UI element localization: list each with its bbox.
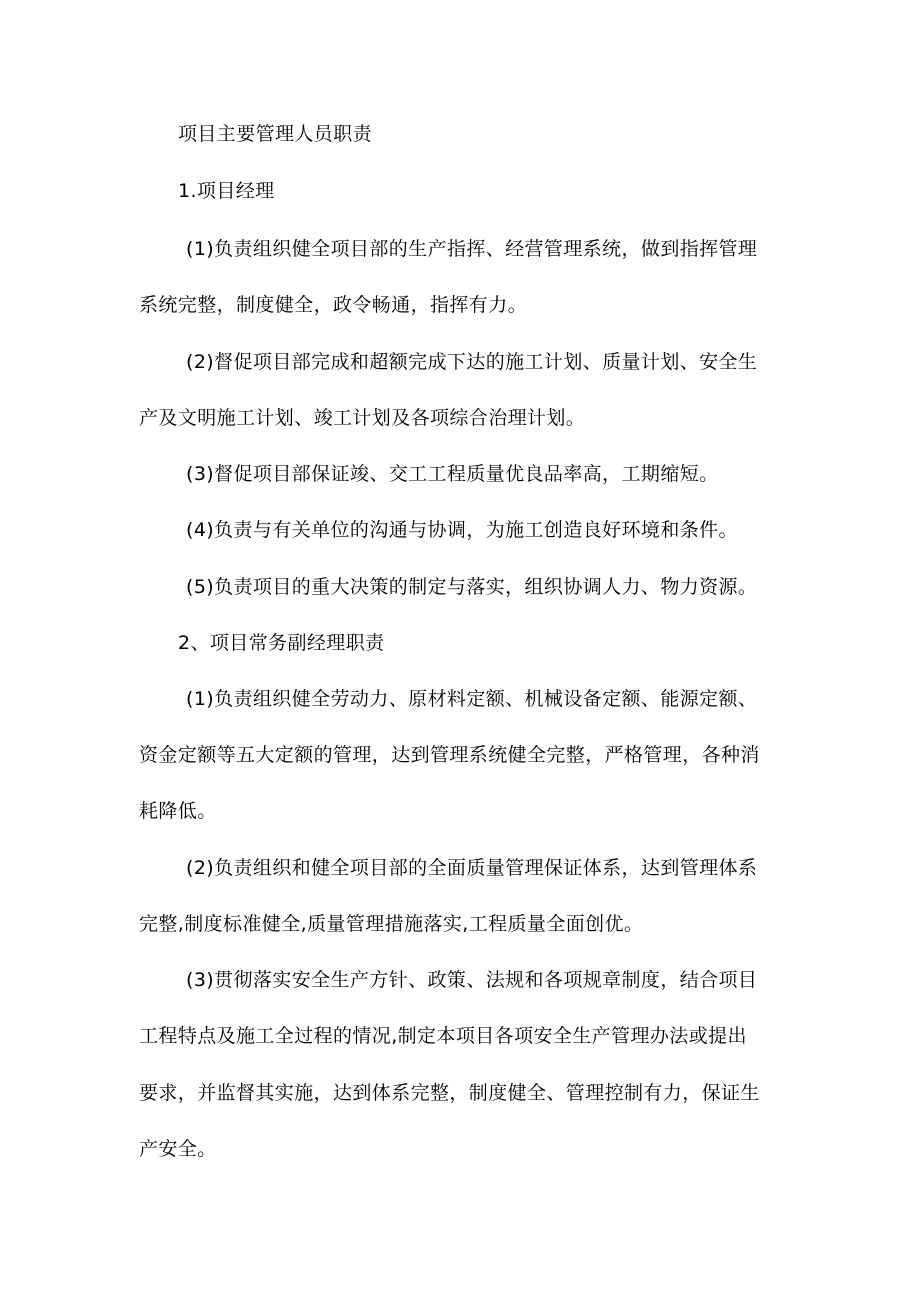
section-heading-deputy-manager: 2、项目常务副经理职责 [178, 632, 385, 654]
section-heading-project-manager: 1.项目经理 [178, 180, 275, 202]
paragraph-text: (5)负责项目的重大决策的制定与落实，组织协调人力、物力资源。 [186, 576, 758, 598]
paragraph-text: (1)负责组织健全项目部的生产指挥、经营管理系统，做到指挥管理 [186, 238, 758, 260]
paragraph-text: 资金定额等五大定额的管理，达到管理系统健全完整，严格管理，各种消 [139, 744, 760, 766]
paragraph-text: 产安全。 [139, 1138, 217, 1160]
paragraph-text: 完整,制度标准健全,质量管理措施落实,工程质量全面创优。 [139, 913, 644, 935]
paragraph-text: (4)负责与有关单位的沟通与协调，为施工创造良好环境和条件。 [186, 519, 738, 541]
document-title: 项目主要管理人员职责 [178, 123, 373, 145]
paragraph-text: (3)督促项目部保证竣、交工工程质量优良品率高，工期缩短。 [186, 463, 719, 485]
paragraph-text: 工程特点及施工全过程的情况,制定本项目各项安全生产管理办法或提出 [139, 1025, 747, 1047]
paragraph-text: (3)贯彻落实安全生产方针、政策、法规和各项规章制度，结合项目 [186, 969, 758, 991]
paragraph-text: (2)督促项目部完成和超额完成下达的施工计划、质量计划、安全生 [186, 351, 758, 373]
paragraph-text: 耗降低。 [139, 800, 217, 822]
paragraph-text: (2)负责组织和健全项目部的全面质量管理保证体系，达到管理体系 [186, 857, 758, 879]
paragraph-text: (1)负责组织健全劳动力、原材料定额、机械设备定额、能源定额、 [186, 688, 758, 710]
paragraph-text: 要求，并监督其实施，达到体系完整，制度健全、管理控制有力，保证生 [139, 1082, 760, 1104]
paragraph-text: 产及文明施工计划、竣工计划及各项综合治理计划。 [139, 407, 586, 429]
paragraph-text: 系统完整，制度健全，政令畅通，指挥有力。 [139, 294, 528, 316]
